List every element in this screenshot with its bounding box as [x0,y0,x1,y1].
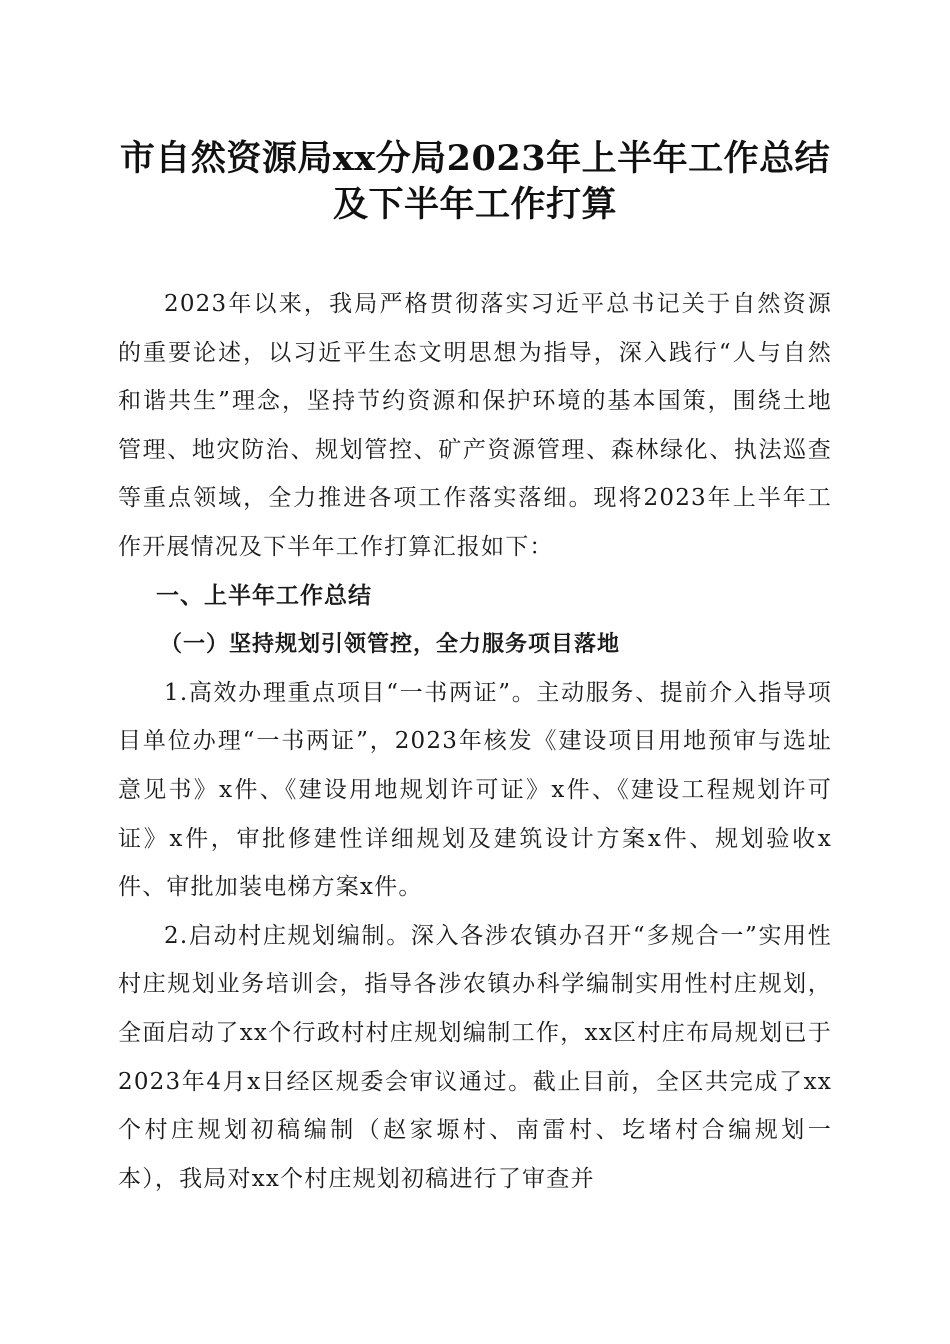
title-line-2: 及下半年工作打算 [332,184,617,225]
document-body [118,280,832,1203]
item-paragraph-1: 1.高效办理重点项目“一书两证”。主动服务、提前介入指导项目单位办理“一书两证”，2023年核发《建设项目用地预审与选址意见书》x件、《建设用地规划许可证》x件、《建设工程规划许可证》x件，审批修建性详细规划及建筑设计方案x件、规划验收x件、审批加装电梯方案x件。 [118,679,832,901]
intro-paragraph: 2023年以来，我局严格贯彻落实习近平总书记关于自然资源的重要论述，以习近平生态文明思想为指导，深入践行“人与自然和谐共生”理念，坚持节约资源和保护环境的基本国策，围绕土地管理、地灾防治、规划管控、矿产资源管理、森林绿化、执法巡查等重点领域，全力推进各项工作落实落细。现将2023年上半年工作开展情况及下半年工作打算汇报如下： [118,291,832,560]
item-paragraph-2: 2.启动村庄规划编制。深入各涉农镇办召开“多规合一”实用性村庄规划业务培训会，指导各涉农镇办科学编制实用性村庄规划，全面启动了xx个行政村村庄规划编制工作，xx区村庄布局规划已于2023年4月x日经区规委会审议通过。截止目前，全区共完成了xx个村庄规划初稿编制（赵家塬村、南雷村、圪堵村合编规划一本），我局对xx个村庄规划初稿进行了审查并 [118,922,832,1192]
document-title [60,136,890,228]
section-heading-summary: 一、上半年工作总结 [156,582,372,609]
subsection-heading-planning: （一）坚持规划引领管控，全力服务项目落地 [160,631,621,658]
title-line-1: 市自然资源局xx分局2023年上半年工作总结 [119,138,831,179]
